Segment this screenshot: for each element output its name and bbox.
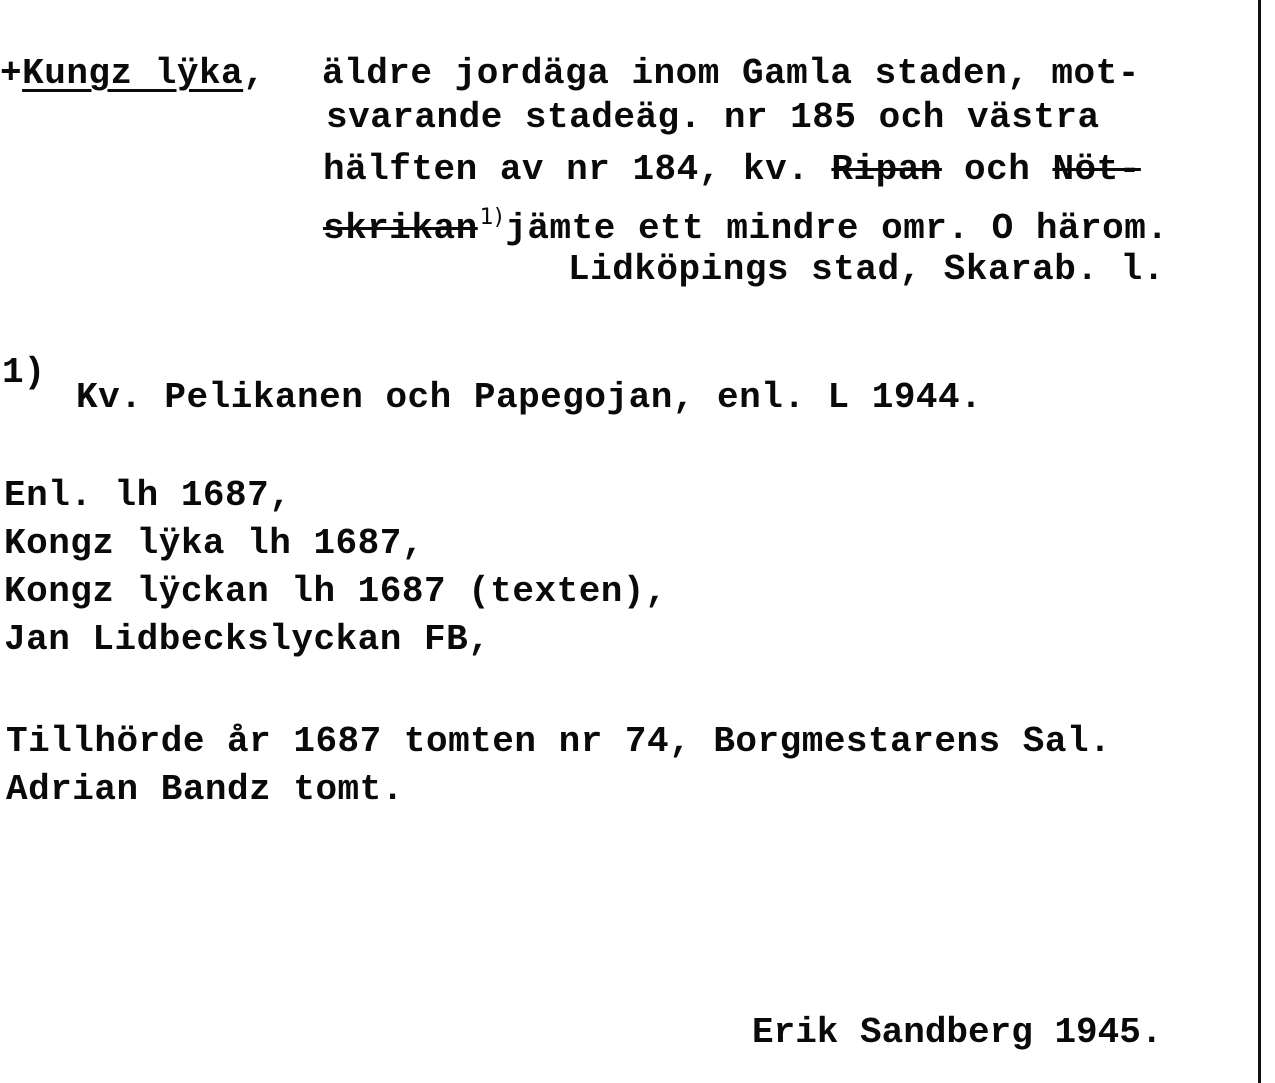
note-line-2: Adrian Bandz tomt. (6, 769, 404, 810)
entry-location: Lidköpings stad, Skarab. l. (568, 249, 1165, 290)
signature: Erik Sandberg 1945. (752, 1012, 1163, 1053)
cross-mark: + (0, 53, 23, 94)
note-line-1: Tillhörde år 1687 tomten nr 74, Borgmestarens Sal. (6, 721, 1112, 762)
source-line: Kongz lÿka lh 1687, (4, 523, 424, 564)
footnote-marker: 1) (2, 352, 46, 393)
entry-line-1: +Kungz lÿka, äldre jordäga inom Gamla staden, mot- (0, 53, 1140, 94)
headword: Kungz lÿka (22, 53, 244, 94)
card-edge-line (1258, 0, 1261, 1083)
source-line: Jan Lidbeckslyckan FB, (4, 619, 491, 660)
entry-line-3: hälften av nr 184, kv. Ripan och Nöt- (323, 149, 1141, 190)
footnote-text: Kv. Pelikanen och Papegojan, enl. L 1944. (76, 377, 983, 418)
entry-line-4: skrikan$^{1)}$jämte ett mindre omr. O härom. (323, 205, 1169, 249)
handwritten-footnote-mark: 1) (479, 205, 504, 230)
entry-line-2: svarande stadeäg. nr 185 och västra (326, 97, 1100, 138)
source-line: Enl. lh 1687, (4, 475, 292, 516)
entry-line-1-rest: äldre jordäga inom Gamla staden, mot- (322, 53, 1140, 94)
struck-word-ripan: Ripan (831, 149, 942, 190)
source-line: Kongz lÿckan lh 1687 (texten), (4, 571, 668, 612)
struck-word-skrikan: skrikan (323, 208, 478, 249)
struck-word-not: Nöt- (1052, 149, 1141, 190)
